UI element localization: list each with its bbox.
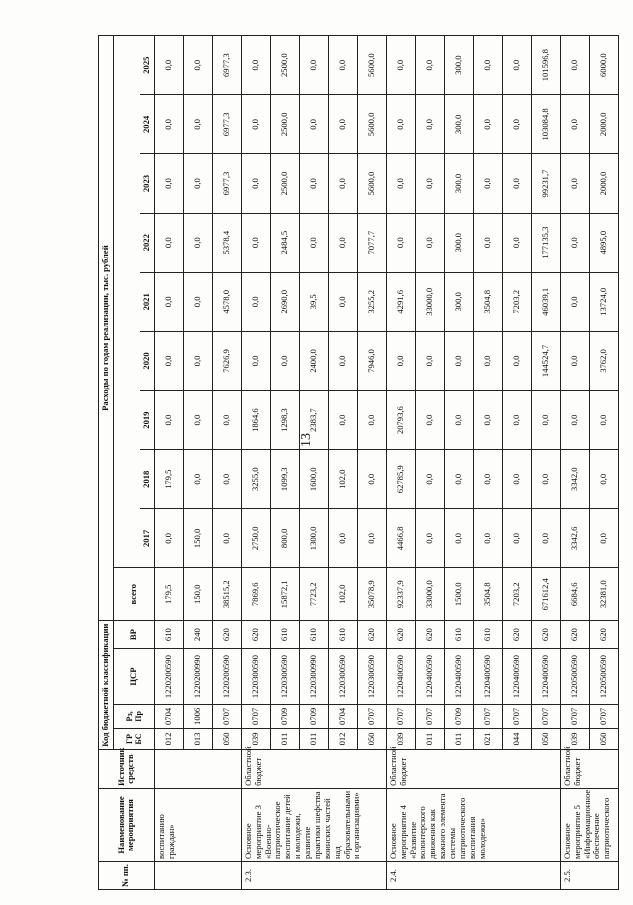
table-row [154,36,183,890]
cell-year-2020: 7946,0 [357,331,386,390]
cell-year-2025: 0,0 [560,36,589,95]
cell-year-2020: 7626,9 [212,331,241,390]
cell-year-2025: 0,0 [154,36,183,95]
cell-total: 671612,4 [531,568,560,621]
cell-year-2021: 0,0 [241,272,270,331]
cell-year-2017: 1300,0 [299,509,328,568]
cell-year-2023: 300,0 [444,154,473,213]
cell-total: 7869,6 [241,568,270,621]
cell-year-2024: 0,0 [241,95,270,154]
cell-year-2018: 3255,0 [241,450,270,509]
cell-year-2022: 0,0 [386,213,415,272]
cell-total: 179,5 [154,568,183,621]
cell-grbs: 039 [386,728,415,750]
cell-vr: 610 [154,621,183,649]
cell-grbs: 039 [241,728,270,750]
cell-year-2024: 300,0 [444,95,473,154]
cell-year-2025: 0,0 [183,36,212,95]
cell-grbs: 011 [415,728,444,750]
cell-year-2021: 0,0 [183,272,212,331]
cell-year-2021: 46039,1 [531,272,560,331]
budget-table [98,35,619,890]
cell-grbs: 012 [328,728,357,750]
cell-year-2024: 0,0 [183,95,212,154]
cell-year-2017: 150,0 [183,509,212,568]
cell-total: 92337,9 [386,568,415,621]
header-expenses: Расходы по годам реализации, тыс. рублей [99,36,114,621]
cell-year-2023: 0,0 [183,154,212,213]
header-year-2024: 2024 [140,95,154,154]
cell-year-2017: 800,0 [270,509,299,568]
cell-year-2020: 0,0 [241,331,270,390]
header-vr: ВР [113,621,154,649]
cell-year-2022: 0,0 [299,213,328,272]
cell-year-2018: 0,0 [531,450,560,509]
activity-name: Основное мероприятие 5 «Информационное обеспечение патриотического [560,788,618,861]
cell-vr: 620 [531,621,560,649]
cell-year-2023: 0,0 [241,154,270,213]
cell-year-2019: 0,0 [183,391,212,450]
cell-total: 15872,1 [270,568,299,621]
cell-rzpr: 0707 [473,705,502,729]
cell-year-2019: 0,0 [415,391,444,450]
cell-year-2018: 1099,3 [270,450,299,509]
cell-grbs: 012 [154,728,183,750]
cell-rzpr: 0707 [212,705,241,729]
cell-year-2023: 2500,0 [270,154,299,213]
table-row [560,36,589,890]
cell-year-2019: 2383,7 [299,391,328,450]
cell-year-2022: 0,0 [473,213,502,272]
cell-year-2024: 2000,0 [589,95,618,154]
cell-year-2021: 2690,0 [270,272,299,331]
cell-rzpr: 0709 [444,705,473,729]
cell-csr: 1220500590 [560,649,589,705]
cell-year-2022: 300,0 [444,213,473,272]
header-csr: ЦСР [113,649,154,705]
cell-year-2017: 3342,6 [560,509,589,568]
activity-name: воспитанию граждан» [154,788,241,861]
header-year-2023: 2023 [140,154,154,213]
cell-year-2017: 0,0 [328,509,357,568]
cell-year-2022: 0,0 [560,213,589,272]
cell-year-2024: 0,0 [502,95,531,154]
cell-year-2020: 0,0 [386,331,415,390]
header-year-2025: 2025 [140,36,154,95]
header-rzpr: Рз, Пр [113,705,154,729]
cell-rzpr: 1006 [183,705,212,729]
header-grbs: ГР БС [113,728,154,750]
cell-year-2021: 3504,8 [473,272,502,331]
activity-name: Основное мероприятие 3 «Военно-патриотическое воспитание детей и молодежи, развитие практики шефства воинских частей над образовательными и организациями» [241,788,386,861]
cell-year-2020: 0,0 [415,331,444,390]
cell-year-2023: 5600,0 [357,154,386,213]
cell-year-2023: 0,0 [473,154,502,213]
cell-year-2025: 0,0 [328,36,357,95]
cell-total: 32381,0 [589,568,618,621]
cell-vr: 610 [444,621,473,649]
cell-year-2022: 0,0 [502,213,531,272]
cell-year-2024: 0,0 [473,95,502,154]
row-number: 2.5. [560,862,618,890]
cell-year-2024: 5600,0 [357,95,386,154]
cell-year-2017: 0,0 [531,509,560,568]
cell-total: 3504,8 [473,568,502,621]
cell-year-2017: 2750,0 [241,509,270,568]
cell-total: 150,0 [183,568,212,621]
cell-year-2025: 6977,3 [212,36,241,95]
cell-vr: 620 [502,621,531,649]
cell-year-2018: 0,0 [502,450,531,509]
cell-year-2022: 0,0 [415,213,444,272]
activity-name: Основное мероприятие 4 «Развитие волонтерского движения как важного элемента системы патриотического воспитания молодежи» [386,788,560,861]
cell-year-2021: 0,0 [328,272,357,331]
cell-rzpr: 0707 [531,705,560,729]
cell-vr: 620 [241,621,270,649]
cell-year-2017: 0,0 [357,509,386,568]
cell-year-2024: 6977,3 [212,95,241,154]
cell-csr: 1220400590 [386,649,415,705]
cell-grbs: 021 [473,728,502,750]
header-year-2021: 2021 [140,272,154,331]
row-number [154,862,241,890]
cell-rzpr: 0709 [299,705,328,729]
cell-year-2017: 0,0 [444,509,473,568]
cell-year-2024: 0,0 [386,95,415,154]
cell-rzpr: 0707 [589,705,618,729]
cell-year-2019: 0,0 [531,391,560,450]
cell-year-2025: 0,0 [415,36,444,95]
cell-year-2019: 0,0 [502,391,531,450]
cell-year-2025: 0,0 [473,36,502,95]
cell-year-2025: 6000,0 [589,36,618,95]
cell-vr: 620 [560,621,589,649]
cell-rzpr: 0707 [241,705,270,729]
cell-year-2025: 2500,0 [270,36,299,95]
cell-year-2019: 0,0 [328,391,357,450]
cell-grbs: 050 [357,728,386,750]
cell-total: 33000,0 [415,568,444,621]
cell-year-2018: 1600,0 [299,450,328,509]
cell-total: 7723,2 [299,568,328,621]
cell-year-2020: 0,0 [473,331,502,390]
cell-csr: 1220400590 [415,649,444,705]
cell-year-2021: 33000,0 [415,272,444,331]
cell-year-2025: 300,0 [444,36,473,95]
cell-year-2017: 0,0 [473,509,502,568]
cell-rzpr: 0704 [328,705,357,729]
cell-csr: 1220400590 [502,649,531,705]
cell-year-2022: 0,0 [154,213,183,272]
cell-csr: 1220200590 [154,649,183,705]
cell-total: 1500,0 [444,568,473,621]
cell-rzpr: 0709 [270,705,299,729]
cell-vr: 610 [473,621,502,649]
cell-year-2024: 0,0 [299,95,328,154]
row-number: 2.4. [386,862,560,890]
cell-year-2024: 0,0 [560,95,589,154]
cell-year-2019: 1864,6 [241,391,270,450]
funding-source: Областной бюджет [241,750,386,789]
cell-vr: 610 [270,621,299,649]
cell-rzpr: 0707 [415,705,444,729]
cell-year-2021: 39,5 [299,272,328,331]
cell-year-2020: 0,0 [444,331,473,390]
cell-year-2018: 0,0 [183,450,212,509]
cell-year-2017: 0,0 [589,509,618,568]
cell-total: 38515,2 [212,568,241,621]
cell-csr: 1220400590 [473,649,502,705]
cell-csr: 1220300590 [357,649,386,705]
cell-grbs: 013 [183,728,212,750]
cell-vr: 620 [357,621,386,649]
cell-year-2020: 2400,0 [299,331,328,390]
cell-year-2022: 5378,4 [212,213,241,272]
header-years-spacer [113,36,140,568]
cell-year-2019: 0,0 [212,391,241,450]
cell-year-2018: 0,0 [444,450,473,509]
cell-csr: 1220300590 [241,649,270,705]
cell-csr: 1220400590 [531,649,560,705]
cell-year-2019: 0,0 [589,391,618,450]
cell-year-2022: 2484,5 [270,213,299,272]
cell-year-2018: 0,0 [357,450,386,509]
cell-year-2022: 7077,7 [357,213,386,272]
header-kbk: Код бюджетной классификации [99,621,114,750]
cell-year-2017: 4466,8 [386,509,415,568]
cell-total: 102,0 [328,568,357,621]
header-name: Наименование мероприятия [99,788,155,861]
cell-year-2021: 3255,2 [357,272,386,331]
cell-year-2018: 179,5 [154,450,183,509]
header-year-2017: 2017 [140,509,154,568]
cell-csr: 1220300990 [299,649,328,705]
cell-year-2018: 3342,0 [560,450,589,509]
cell-total: 6684,6 [560,568,589,621]
cell-total: 7203,2 [502,568,531,621]
cell-grbs: 050 [531,728,560,750]
cell-year-2020: 0,0 [560,331,589,390]
cell-grbs: 050 [212,728,241,750]
cell-year-2022: 0,0 [183,213,212,272]
cell-year-2021: 4291,6 [386,272,415,331]
cell-year-2021: 0,0 [560,272,589,331]
cell-year-2022: 0,0 [328,213,357,272]
cell-csr: 1220300590 [270,649,299,705]
cell-year-2024: 0,0 [154,95,183,154]
row-number: 2.3. [241,862,386,890]
cell-year-2023: 0,0 [154,154,183,213]
cell-vr: 620 [589,621,618,649]
budget-table-container [98,35,612,890]
table-row [241,36,270,890]
cell-year-2023: 0,0 [560,154,589,213]
cell-year-2023: 0,0 [386,154,415,213]
header-year-2019: 2019 [140,391,154,450]
cell-vr: 610 [299,621,328,649]
cell-year-2022: 0,0 [241,213,270,272]
cell-grbs: 011 [444,728,473,750]
cell-csr: 1220200590 [212,649,241,705]
cell-year-2021: 4578,0 [212,272,241,331]
cell-year-2019: 0,0 [560,391,589,450]
cell-year-2021: 7203,2 [502,272,531,331]
cell-year-2023: 99231,7 [531,154,560,213]
cell-year-2022: 4895,0 [589,213,618,272]
table-row [386,36,415,890]
cell-year-2023: 2000,0 [589,154,618,213]
cell-year-2019: 0,0 [444,391,473,450]
cell-rzpr: 0704 [154,705,183,729]
cell-grbs: 011 [299,728,328,750]
table-body [154,36,618,890]
cell-year-2024: 0,0 [328,95,357,154]
cell-rzpr: 0707 [502,705,531,729]
cell-year-2025: 0,0 [502,36,531,95]
cell-grbs: 050 [589,728,618,750]
cell-year-2019: 0,0 [473,391,502,450]
cell-year-2024: 0,0 [415,95,444,154]
cell-year-2023: 0,0 [415,154,444,213]
page-number: 13 [299,433,314,447]
cell-csr: 1220500590 [589,649,618,705]
cell-year-2019: 1298,3 [270,391,299,450]
cell-year-2020: 144524,7 [531,331,560,390]
cell-grbs: 044 [502,728,531,750]
cell-rzpr: 0707 [560,705,589,729]
header-year-2018: 2018 [140,450,154,509]
header-year-2022: 2022 [140,213,154,272]
header-no: № пп. [99,862,155,890]
cell-year-2023: 0,0 [299,154,328,213]
cell-grbs: 039 [560,728,589,750]
cell-year-2017: 0,0 [415,509,444,568]
cell-year-2024: 2500,0 [270,95,299,154]
cell-year-2025: 0,0 [386,36,415,95]
cell-year-2018: 0,0 [212,450,241,509]
cell-year-2021: 0,0 [154,272,183,331]
cell-year-2018: 0,0 [589,450,618,509]
cell-rzpr: 0707 [386,705,415,729]
cell-vr: 620 [212,621,241,649]
cell-year-2018: 0,0 [473,450,502,509]
cell-year-2018: 102,0 [328,450,357,509]
cell-year-2020: 0,0 [154,331,183,390]
cell-vr: 240 [183,621,212,649]
funding-source [154,750,241,789]
cell-rzpr: 0707 [357,705,386,729]
cell-year-2018: 0,0 [415,450,444,509]
cell-year-2023: 6977,3 [212,154,241,213]
cell-year-2018: 62785,9 [386,450,415,509]
cell-total: 35078,9 [357,568,386,621]
cell-year-2025: 0,0 [299,36,328,95]
cell-csr: 1220200990 [183,649,212,705]
cell-year-2021: 13724,0 [589,272,618,331]
cell-year-2017: 0,0 [154,509,183,568]
cell-year-2022: 177135,3 [531,213,560,272]
cell-vr: 620 [386,621,415,649]
header-source: Источник средств [99,750,155,789]
header-total: всего [113,568,154,621]
cell-year-2020: 3762,0 [589,331,618,390]
header-year-2020: 2020 [140,331,154,390]
cell-year-2021: 300,0 [444,272,473,331]
funding-source: Областной бюджет [386,750,560,789]
cell-year-2019: 0,0 [154,391,183,450]
cell-csr: 1220400590 [444,649,473,705]
cell-grbs: 011 [270,728,299,750]
cell-year-2017: 0,0 [502,509,531,568]
cell-year-2023: 0,0 [502,154,531,213]
cell-year-2020: 0,0 [502,331,531,390]
cell-year-2020: 0,0 [328,331,357,390]
cell-year-2017: 0,0 [212,509,241,568]
cell-year-2023: 0,0 [328,154,357,213]
cell-year-2025: 5600,0 [357,36,386,95]
cell-vr: 620 [415,621,444,649]
cell-vr: 610 [328,621,357,649]
cell-year-2019: 20793,6 [386,391,415,450]
cell-year-2025: 101596,8 [531,36,560,95]
cell-year-2024: 103084,8 [531,95,560,154]
funding-source: Областной бюджет [560,750,618,789]
cell-year-2020: 0,0 [270,331,299,390]
cell-csr: 1220300590 [328,649,357,705]
cell-year-2019: 0,0 [357,391,386,450]
cell-year-2025: 0,0 [241,36,270,95]
cell-year-2020: 0,0 [183,331,212,390]
